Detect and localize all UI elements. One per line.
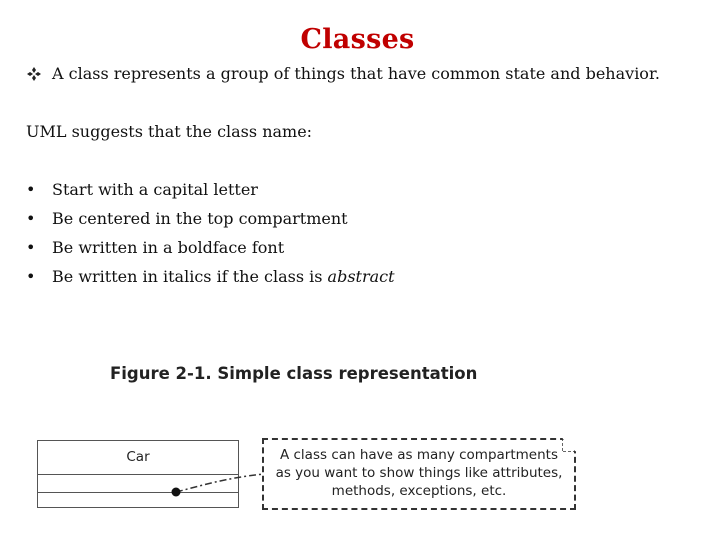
note-line: as you want to show things like attributes, [275,465,563,481]
abstract-term: abstract [327,267,395,286]
list-item-text: Start with a capital letter [52,180,258,199]
slide-title: Classes [300,24,415,55]
list-item-text: Be written in a boldface font [52,238,285,257]
bullet-dot: • [26,238,36,257]
list-item-text: Be centered in the top compartment [52,209,348,228]
uml-note [262,438,576,510]
bullet-dot: • [26,180,36,199]
bullet-dot: • [26,209,36,228]
figure-caption: Figure 2-1. Simple class representation [110,364,478,383]
connector-dot [172,488,181,497]
list-item-text: Be written in italics if the class is [52,267,328,286]
class-name-compartment: Car [38,441,238,475]
note-line: methods, exceptions, etc. [331,483,507,499]
note-fold-corner [562,438,576,452]
bullet-dot: • [26,267,36,286]
connector-line [176,474,264,492]
uml-intro-text: UML suggests that the class name: [26,122,313,141]
intro-text: A class represents a group of things that have common state and behavior. [52,64,660,83]
note-line: A class can have as many compartments [279,447,558,463]
